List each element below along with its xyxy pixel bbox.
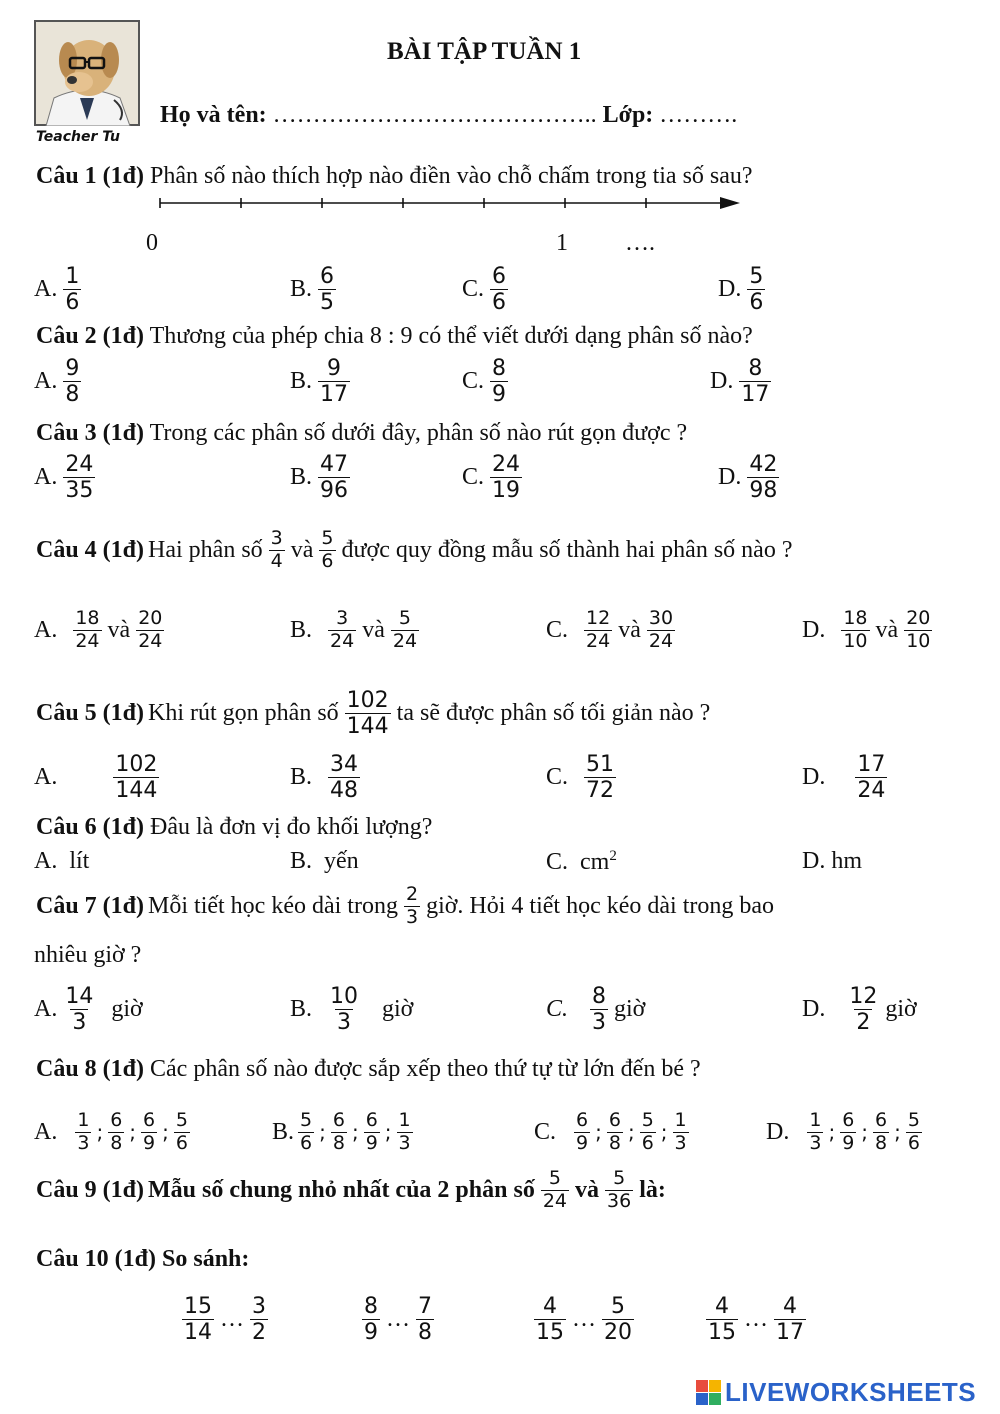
separator: ; (96, 1120, 104, 1145)
question-label: Câu 4 (1đ) (36, 536, 145, 563)
fraction: 3 24 (330, 607, 355, 652)
q8-option-a[interactable] (34, 1110, 192, 1155)
separator: ; (384, 1120, 392, 1145)
q8-option-c[interactable] (534, 1110, 691, 1155)
option-letter: D. (710, 368, 734, 395)
fraction: 1 3 (77, 1109, 90, 1154)
option-letter: B. (290, 616, 313, 643)
question-text: Mẫu số chung nhỏ nhất của 2 phân số (148, 1176, 535, 1203)
q1-option-a[interactable] (34, 264, 83, 316)
fraction: 6 6 (492, 264, 507, 316)
option-letter: C. (546, 616, 569, 643)
question-label: Câu 7 (1đ) (36, 892, 145, 919)
q7-option-c[interactable] (546, 984, 645, 1036)
fraction: 5 6 (300, 1109, 313, 1154)
question-text: Mỗi tiết học kéo dài trong (148, 892, 398, 919)
fraction: 42 98 (749, 452, 778, 504)
fraction: 1 3 (809, 1109, 822, 1154)
q5-option-c[interactable] (546, 752, 618, 804)
question-text: Hai phân số (148, 536, 263, 563)
compare-pair-1 (180, 1294, 270, 1346)
option-letter: C. (546, 764, 569, 791)
fraction: 1 6 (65, 264, 80, 316)
q2-option-a[interactable] (34, 356, 83, 408)
question-10 (36, 1246, 249, 1273)
option-letter: C. (462, 368, 485, 395)
question-text: là: (639, 1176, 666, 1203)
fraction: 5 24 (392, 607, 418, 652)
question-label: Câu 8 (1đ) (36, 1056, 145, 1082)
separator: ; (595, 1120, 602, 1145)
q8-option-d[interactable] (766, 1110, 924, 1155)
option-letter: D. (802, 616, 826, 643)
option-letter: A. (34, 276, 58, 303)
fraction: 8 17 (741, 356, 770, 408)
question-text: Đâu là đơn vị đo khối lượng? (150, 814, 433, 840)
separator: ; (660, 1120, 668, 1145)
option-letter: C. (546, 849, 569, 875)
option-letter: A. (34, 464, 58, 491)
student-info-line (160, 102, 737, 129)
fraction: 6 9 (365, 1109, 378, 1154)
compare-blank[interactable]: … (572, 1306, 596, 1333)
q6-option-d[interactable] (802, 848, 862, 875)
fraction: 6 8 (608, 1109, 621, 1154)
question-text: được quy đồng mẫu số thành hai phân số nào ? (341, 536, 793, 563)
q2-option-b[interactable] (290, 356, 352, 408)
axis-label-blank: …. (625, 230, 655, 256)
option-letter: A. (34, 996, 58, 1023)
fraction: 30 24 (648, 607, 674, 652)
superscript: 2 (609, 848, 617, 864)
fraction: 3 4 (270, 527, 283, 572)
separator: ; (894, 1120, 901, 1145)
compare-blank[interactable]: … (386, 1306, 410, 1333)
fraction: 102 144 (115, 752, 158, 804)
question-text: giờ. Hỏi 4 tiết học kéo dài trong bao (426, 892, 775, 919)
q3-option-b[interactable] (290, 452, 352, 504)
class-field[interactable]: ………. (659, 102, 738, 128)
separator: ; (319, 1120, 326, 1145)
separator: ; (861, 1120, 869, 1145)
fraction: 6 9 (842, 1109, 855, 1154)
fraction: 102 144 (346, 688, 389, 740)
separator: ; (828, 1120, 836, 1145)
conjunction: và (290, 536, 314, 563)
fraction: 4 17 (776, 1294, 804, 1346)
question-6 (36, 814, 432, 841)
question-text: Các phân số nào được sắp xếp theo thứ tự từ lớn đến bé ? (150, 1056, 701, 1082)
option-letter: B. (290, 276, 313, 303)
question-label: Câu 10 (1đ) (36, 1246, 157, 1272)
fraction: 5 6 (321, 527, 334, 572)
liveworksheets-brand[interactable] (696, 1377, 976, 1408)
conjunction: và (618, 616, 641, 643)
option-letter: B. (290, 764, 313, 791)
fraction: 14 3 (65, 984, 94, 1036)
brand-name: LIVEWORKSHEETS (725, 1377, 977, 1407)
question-label: Câu 2 (1đ) (36, 323, 145, 349)
fraction: 20 10 (906, 607, 931, 652)
fraction: 1 3 (674, 1109, 687, 1154)
page-title: BÀI TẬP TUẦN 1 (387, 38, 582, 65)
axis-label-zero: 0 (146, 230, 158, 256)
q5-option-a[interactable] (34, 752, 161, 804)
fraction: 8 3 (592, 984, 607, 1036)
compare-pair-2 (360, 1294, 436, 1346)
fraction: 5 6 (175, 1109, 188, 1154)
q7-option-a[interactable] (34, 984, 143, 1036)
fraction: 5 36 (607, 1167, 632, 1212)
option-letter: D. (802, 996, 826, 1023)
fraction: 9 8 (65, 356, 80, 408)
option-letter: D. (718, 276, 742, 303)
option-letter: B. (290, 464, 313, 491)
question-text: Trong các phân số dưới đây, phân số nào rút gọn được ? (149, 420, 688, 446)
question-3 (36, 420, 687, 447)
question-label: Câu 1 (1đ) (36, 163, 145, 189)
separator: ; (129, 1120, 137, 1145)
option-letter: B. (272, 1118, 295, 1145)
question-8 (36, 1056, 701, 1083)
fraction: 24 35 (65, 452, 94, 504)
fraction: 2 3 (405, 883, 419, 928)
question-9 (36, 1168, 666, 1213)
q9-answer-field[interactable] (790, 1168, 970, 1218)
question-text: Thương của phép chia 8 : 9 có thể viết dưới dạng phân số nào? (149, 323, 753, 349)
fraction: 6 8 (110, 1109, 123, 1154)
q3-option-c[interactable] (462, 452, 524, 504)
separator: ; (627, 1120, 635, 1145)
conjunction: và (107, 616, 131, 643)
class-label: Lớp: (602, 102, 654, 128)
unit: giờ (111, 996, 143, 1023)
fraction: 6 9 (143, 1109, 156, 1154)
fraction: 8 9 (364, 1294, 378, 1346)
q6-option-b[interactable] (290, 848, 359, 875)
compare-pair-3 (532, 1294, 636, 1346)
fraction: 5 6 (749, 264, 764, 316)
fraction: 12 2 (849, 984, 878, 1036)
fraction: 6 9 (576, 1109, 589, 1154)
fraction: 15 14 (184, 1294, 212, 1346)
q5-option-b[interactable] (290, 752, 362, 804)
unit: giờ (885, 996, 917, 1023)
question-label: Câu 5 (1đ) (36, 700, 145, 727)
question-text: ta sẽ được phân số tối giản nào ? (396, 700, 711, 727)
q2-option-d[interactable] (710, 356, 773, 408)
liveworksheets-logo-icon (696, 1380, 721, 1405)
option-value: hm (831, 848, 863, 874)
fraction: 34 48 (330, 752, 359, 804)
fraction: 8 9 (492, 356, 507, 408)
q1-option-c[interactable] (462, 264, 510, 316)
question-label: Câu 3 (1đ) (36, 420, 145, 446)
question-5 (36, 688, 710, 740)
fraction: 5 24 (542, 1167, 568, 1212)
q6-option-c[interactable] (546, 848, 617, 876)
fraction: 5 6 (907, 1109, 920, 1154)
question-text: Phân số nào thích hợp nào điền vào chỗ chấm trong tia số sau? (150, 163, 753, 189)
option-letter: A. (34, 1118, 58, 1145)
teacher-name: Teacher Tu (36, 129, 120, 145)
q4-option-d[interactable] (802, 608, 934, 653)
fraction: 6 8 (332, 1109, 345, 1154)
option-letter: D. (802, 764, 826, 791)
fraction: 17 24 (857, 752, 886, 804)
fraction: 18 10 (843, 607, 868, 652)
option-letter: D. (802, 848, 826, 874)
q7-option-b[interactable] (290, 984, 413, 1036)
conjunction: và (875, 616, 899, 643)
unit: giờ (382, 996, 414, 1023)
q4-option-c[interactable] (546, 608, 677, 653)
q2-option-c[interactable] (462, 356, 510, 408)
compare-blank[interactable]: … (220, 1306, 244, 1333)
conjunction: và (575, 1176, 600, 1203)
separator: ; (351, 1120, 359, 1145)
option-letter: C. (546, 996, 569, 1023)
fraction: 18 24 (75, 607, 100, 652)
q3-option-a[interactable] (34, 452, 97, 504)
axis-label-one: 1 (556, 230, 568, 256)
fraction: 5 6 (641, 1109, 654, 1154)
compare-pair-4 (704, 1294, 808, 1346)
option-value: cm (580, 849, 610, 875)
q8-option-b[interactable] (272, 1110, 415, 1155)
option-letter: C. (534, 1118, 557, 1145)
fraction: 6 8 (875, 1109, 888, 1154)
question-4 (36, 528, 792, 573)
q7-option-d[interactable] (802, 984, 917, 1036)
fraction: 51 72 (586, 752, 615, 804)
option-letter: C. (462, 276, 485, 303)
q6-option-a[interactable] (34, 848, 89, 875)
option-letter: B. (290, 368, 313, 395)
compare-blank[interactable]: … (744, 1306, 768, 1333)
name-label: Họ và tên: (160, 102, 267, 128)
question-2 (36, 323, 753, 350)
fraction: 9 17 (320, 356, 349, 408)
q5-option-d[interactable] (802, 752, 889, 804)
option-letter: C. (462, 464, 485, 491)
option-letter: B. (290, 848, 313, 874)
option-value: lít (69, 848, 90, 874)
fraction: 3 2 (252, 1294, 266, 1346)
separator: ; (162, 1120, 169, 1145)
option-letter: D. (766, 1118, 790, 1145)
question-text: So sánh: (162, 1246, 250, 1272)
fraction: 12 24 (586, 607, 611, 652)
option-letter: A. (34, 368, 58, 395)
fraction: 47 96 (320, 452, 349, 504)
q4-option-a[interactable] (34, 608, 166, 653)
fraction: 6 5 (320, 264, 335, 316)
q4-option-b[interactable] (290, 608, 421, 653)
q3-option-d[interactable] (718, 452, 781, 504)
question-label: Câu 6 (1đ) (36, 814, 145, 840)
question-text: Khi rút gọn phân số (148, 700, 339, 727)
option-letter: A. (34, 616, 58, 643)
question-7 (36, 884, 774, 929)
number-line (150, 192, 740, 216)
question-1 (36, 163, 753, 190)
option-value: yến (324, 848, 359, 874)
fraction: 5 20 (604, 1294, 632, 1346)
q1-option-d[interactable] (718, 264, 767, 316)
option-letter: A. (34, 848, 58, 874)
option-letter: A. (34, 764, 58, 791)
fraction: 10 3 (330, 984, 359, 1036)
conjunction: và (362, 616, 385, 643)
fraction: 4 15 (536, 1294, 564, 1346)
question-label: Câu 9 (1đ) (36, 1176, 145, 1203)
fraction: 1 3 (398, 1109, 411, 1154)
option-letter: B. (290, 996, 313, 1023)
fraction: 20 24 (138, 607, 163, 652)
fraction: 4 15 (708, 1294, 736, 1346)
option-letter: D. (718, 464, 742, 491)
q1-option-b[interactable] (290, 264, 338, 316)
fraction: 24 19 (492, 452, 521, 504)
name-field[interactable]: ………………………………….. (272, 102, 597, 128)
fraction: 7 8 (418, 1294, 432, 1346)
unit: giờ (614, 996, 646, 1023)
teacher-avatar (34, 20, 140, 126)
question-7-continued: nhiêu giờ ? (34, 942, 142, 968)
